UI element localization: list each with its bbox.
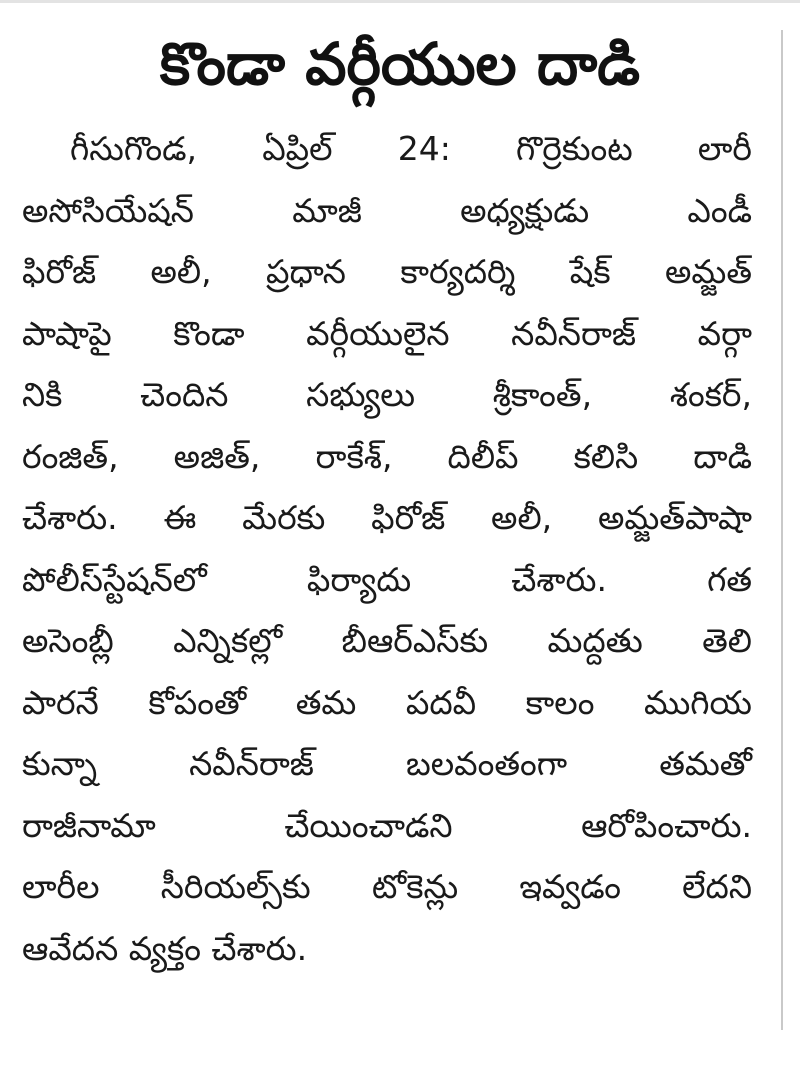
body-line: రంజిత్, అజిత్, రాకేశ్, దిలీప్ కలిసి దాడి	[22, 436, 752, 476]
body-line: కున్నా నవీన్‌రాజ్ బలవంతంగా తమతో	[22, 744, 752, 783]
body-line: గీసుగొండ, ఏప్రిల్ 24: గొర్రెకుంట లారీ	[70, 129, 752, 168]
body-line: ఫిరోజ్ అలీ, ప్రధాన కార్యదర్శి షేక్ అమ్జత్	[22, 252, 752, 291]
body-line: చేశారు. ఈ మేరకు ఫిరోజ్ అలీ, అమ్జత్‌పాషా	[22, 498, 752, 537]
body-line: అసెంబ్లీ ఎన్నికల్లో బీఆర్‌ఎస్‌కు మద్దతు తెలి	[22, 621, 752, 660]
article-headline: కొండా వర్గీయుల దాడి	[159, 30, 641, 98]
body-line: పాషాపై కొండా వర్గీయులైన నవీన్‌రాజ్ వర్గా	[22, 313, 752, 353]
body-line: ఆవేదన వ్యక్తం చేశారు.	[22, 928, 308, 968]
body-line: పారనే కోపంతో తమ పదవీ కాలం ముగియ	[22, 682, 752, 722]
top-border-rule	[0, 0, 800, 3]
body-line: పోలీస్‌స్టేషన్‌లో ఫిర్యాదు చేశారు. గత	[22, 559, 752, 599]
body-line: అసోసియేషన్ మాజీ అధ్యక్షుడు ఎండీ	[22, 190, 752, 230]
article-body	[22, 118, 752, 979]
body-line: రాజీనామా చేయించాడని ఆరోపించారు.	[22, 805, 752, 845]
body-line: లారీల సీరియల్స్‌కు టోకెన్లు ఇవ్వడం లేదని	[22, 867, 752, 906]
body-line: నికి చెందిన సభ్యులు శ్రీకాంత్, శంకర్,	[22, 375, 752, 414]
column-divider-rule	[781, 30, 783, 1030]
